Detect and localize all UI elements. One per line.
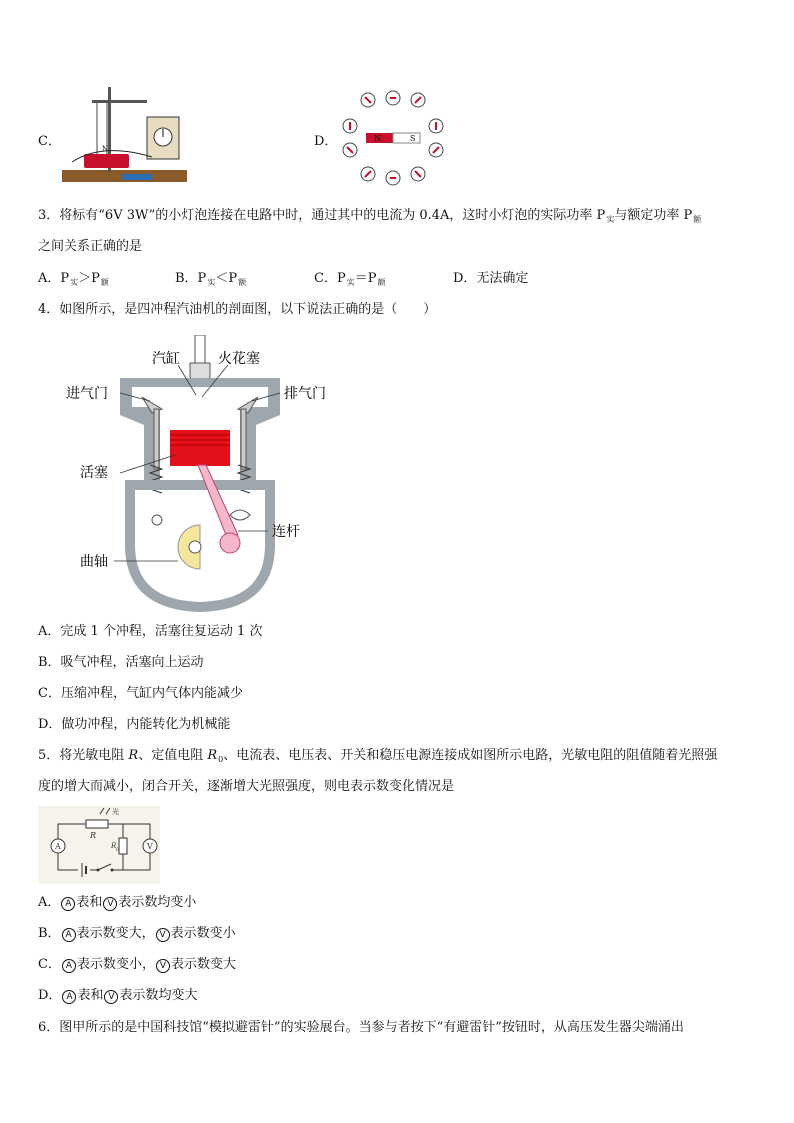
opt-text: 表示数变小 xyxy=(170,926,236,941)
q5-symbol-r: R xyxy=(128,748,139,763)
label-exhaust-valve: 排气门 xyxy=(284,386,326,402)
exhaust-cam xyxy=(230,510,250,520)
opt-text: 表示数均变小 xyxy=(118,895,197,910)
label-piston: 活塞 xyxy=(80,465,108,481)
opt-text: 表示数变大 xyxy=(170,957,236,972)
ammeter-letter: A xyxy=(55,842,61,851)
intake-valve-stem xyxy=(154,409,159,469)
exhaust-valve-stem xyxy=(241,409,246,469)
label-r: R xyxy=(90,831,97,840)
q4-stem: 4．如图所示，是四冲程汽油机的剖面图，以下说法正确的是（ ） xyxy=(38,302,437,317)
q3-option-a xyxy=(38,269,109,293)
sub-e: 额 xyxy=(693,215,702,224)
q3-option-d: D．无法确定 xyxy=(453,271,529,286)
ammeter-icon: A xyxy=(62,928,76,942)
q4-option-d: D．做功冲程，内能转化为机械能 xyxy=(38,717,231,732)
opt-text: B． xyxy=(38,926,61,941)
q3-text-a: 3．将标有“6V 3W”的小灯泡连接在电路中时，通过其中的电流为 0.4A，这时小灯泡的实际功率 P xyxy=(38,208,606,223)
battery-gap xyxy=(78,864,90,876)
q4-option-a: A．完成 1 个冲程，活塞往复运动 1 次 xyxy=(38,624,263,639)
q5-symbol-r0-sub: 0 xyxy=(218,755,224,764)
opt-text: 表和 xyxy=(76,895,103,910)
q5-stem-line1 xyxy=(38,746,717,770)
opt-text: C．P xyxy=(314,271,346,286)
opt-text: 表和 xyxy=(77,988,104,1003)
sub-shi: 实 xyxy=(606,215,615,224)
q5-option-b xyxy=(38,924,236,944)
q5-option-d xyxy=(38,986,197,1006)
photoresistor xyxy=(86,820,108,828)
opt-text: ＝P xyxy=(354,271,377,286)
sub-e: 额 xyxy=(100,278,109,287)
circuit-figure xyxy=(38,806,160,884)
cylinder-bore xyxy=(160,407,240,430)
voltmeter-icon: V xyxy=(103,897,117,911)
u-magnet xyxy=(84,154,129,168)
bar-magnet-n-label: N xyxy=(374,134,381,143)
q4-option-c: C．压缩冲程，气缸内气体内能减少 xyxy=(38,686,243,701)
label-cylinder: 汽缸 xyxy=(152,351,180,367)
bar-magnet-s-label: S xyxy=(410,134,416,143)
opt-text: B．P xyxy=(175,271,207,286)
sub-shi: 实 xyxy=(70,278,79,287)
label-connecting-rod: 连杆 xyxy=(272,524,300,540)
voltmeter-icon: V xyxy=(156,928,170,942)
opt-text: 表示数变小， xyxy=(76,957,155,972)
switch-part xyxy=(122,174,152,180)
spark-plug-top xyxy=(195,335,205,363)
voltmeter-icon: V xyxy=(156,959,170,973)
option-c-label: C． xyxy=(38,134,61,149)
option-d-figure xyxy=(338,88,448,188)
q3-stem-line1 xyxy=(38,206,701,230)
opt-text: D． xyxy=(38,988,62,1003)
q5-symbol-r0: R xyxy=(207,748,218,763)
q3-stem-line2: 之间关系正确的是 xyxy=(38,239,143,254)
q5-text-c: 、电流表、电压表、开关和稳压电源连接成如图所示电路，光敏电阻的阻值随着光照强 xyxy=(223,748,718,763)
sub-shi: 实 xyxy=(346,278,355,287)
label-spark-plug: 火花塞 xyxy=(218,351,260,367)
label-intake-valve: 进气门 xyxy=(66,386,108,402)
q3-option-c xyxy=(314,269,385,293)
q5-text-b: 、定值电阻 xyxy=(138,748,208,763)
q5-option-a xyxy=(38,893,196,913)
opt-text: ＜P xyxy=(215,271,238,286)
q5-text-a: 5．将光敏电阻 xyxy=(38,748,129,763)
option-c-figure xyxy=(62,82,192,187)
ammeter-icon: A xyxy=(62,990,76,1004)
label-r0: R xyxy=(111,842,117,850)
sub-shi: 实 xyxy=(207,278,216,287)
q4-option-b: B．吸气冲程，活塞向上运动 xyxy=(38,655,204,670)
ammeter-icon: A xyxy=(61,897,75,911)
q3-text-b: 与额定功率 P xyxy=(614,208,693,223)
engine-cross-section-figure xyxy=(60,335,350,613)
opt-text: C． xyxy=(38,957,61,972)
magnet-n-label: N xyxy=(102,145,109,153)
q5-stem-line2: 度的增大而减小，闭合开关，逐渐增大光照强度，则电表示数变化情况是 xyxy=(38,779,455,794)
bar-magnet-s xyxy=(393,133,420,143)
crank-pin xyxy=(220,533,240,553)
intake-cam-pin xyxy=(152,515,162,525)
crankshaft-center xyxy=(189,541,201,553)
q3-option-b xyxy=(175,269,246,293)
fixed-resistor xyxy=(119,838,127,854)
opt-text: 表示数变大， xyxy=(76,926,155,941)
sub-e: 额 xyxy=(377,278,386,287)
label-crankshaft: 曲轴 xyxy=(80,554,108,570)
opt-text: 表示数均变大 xyxy=(119,988,198,1003)
voltmeter-icon: V xyxy=(104,990,118,1004)
connecting-rod xyxy=(198,465,238,540)
option-d-label: D． xyxy=(314,134,338,149)
label-r0-sub: 0 xyxy=(116,847,120,853)
label-light: 光 xyxy=(112,808,119,816)
sub-e: 额 xyxy=(238,278,247,287)
ammeter-icon: A xyxy=(62,959,76,973)
q6-stem: 6．图甲所示的是中国科技馆“模拟避雷针”的实验展台。当参与者按下“有避雷针”按钮时，从高压发生器尖端涌出 xyxy=(38,1020,684,1035)
opt-text: A． xyxy=(38,895,61,910)
stand-arm xyxy=(92,100,147,103)
q5-option-c xyxy=(38,955,236,975)
opt-text: ＞P xyxy=(78,271,100,286)
opt-text: A．P xyxy=(38,271,70,286)
voltmeter-letter: V xyxy=(147,842,153,851)
